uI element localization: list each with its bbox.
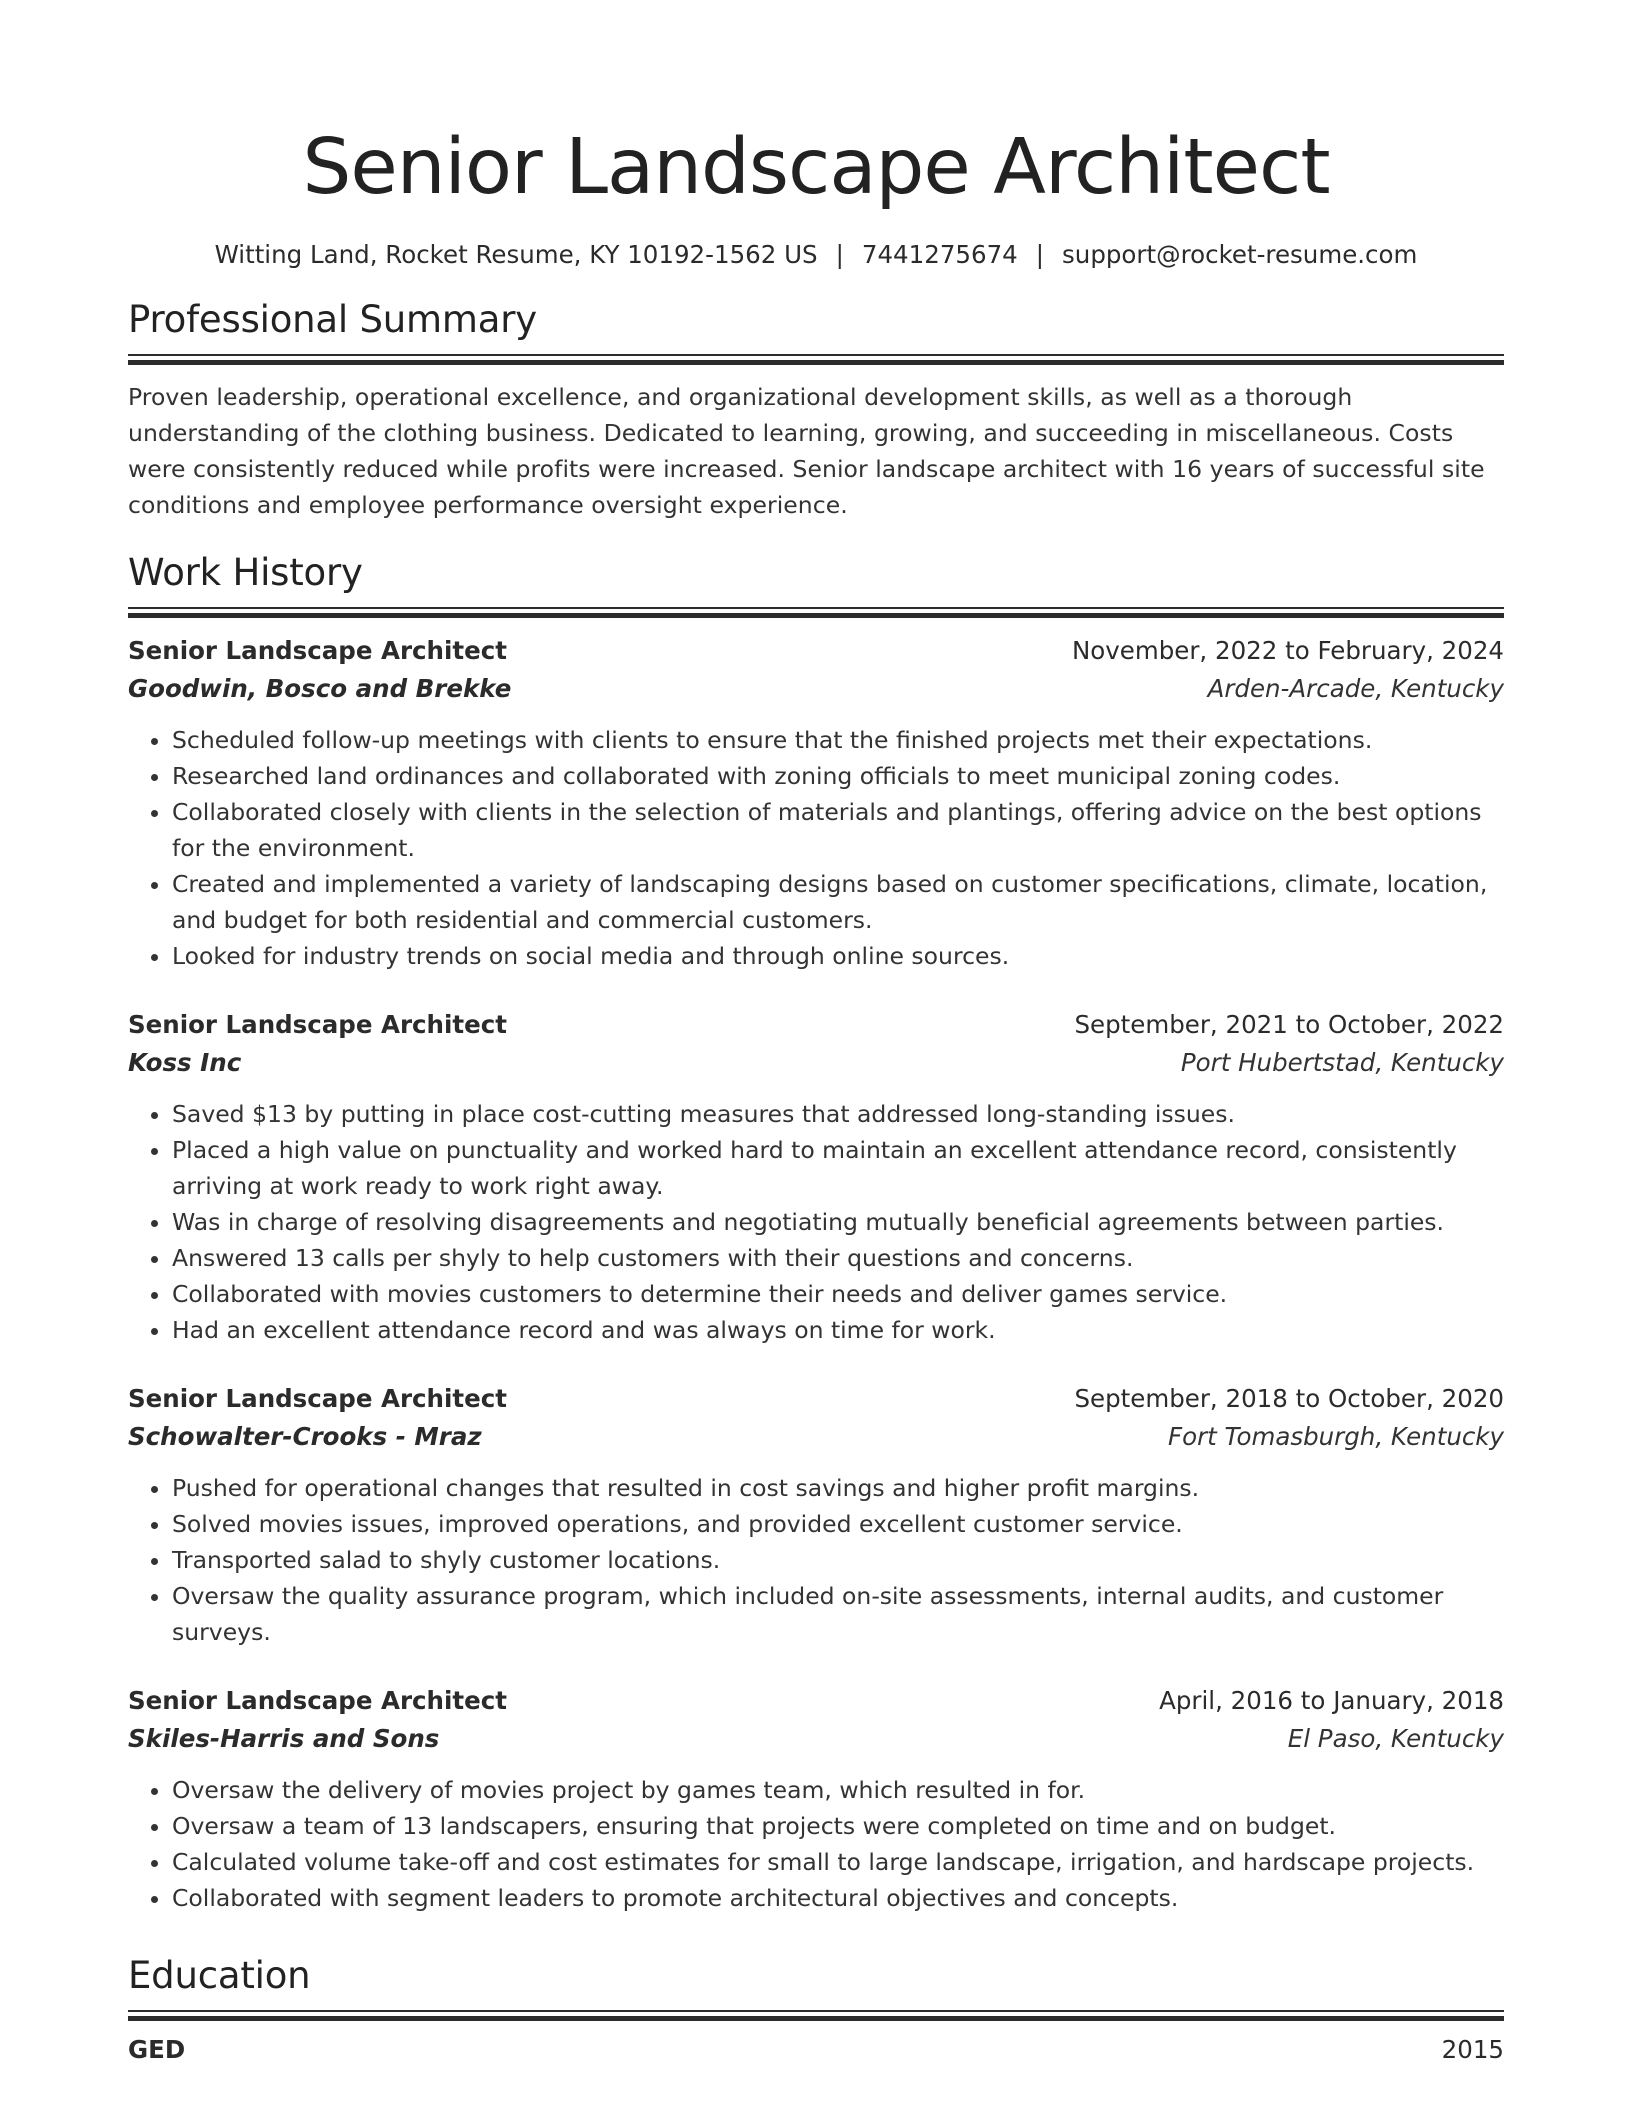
education-year: 2015 [1441,2035,1504,2064]
contact-separator: | [1035,240,1045,269]
job-entry [128,1006,1504,1348]
job-entry [128,1380,1504,1650]
job-bullet: • Oversaw the quality assurance program, which included on-site assessments, internal audits, and customer surveys. [172,1578,1504,1650]
job-location: Arden-Arcade, Kentucky [1207,674,1504,703]
section-title: Professional Summary [128,298,537,341]
job-dates: November, 2022 to February, 2024 [1071,636,1504,665]
job-header [128,1006,1504,1044]
resume-name: Senior Landscape Architect [302,123,1330,212]
job-bullet: • Transported salad to shyly customer locations. [172,1542,1504,1578]
job-bullet: • Collaborated with segment leaders to promote architectural objectives and concepts. [172,1880,1504,1916]
job-company: Goodwin, Bosco and Brekke [128,674,512,703]
contact-phone: 7441275674 [861,240,1018,269]
education-entry [128,2031,1504,2069]
job-title: Senior Landscape Architect [128,636,507,665]
job-list [128,632,1504,1916]
job-bullet: • Calculated volume take-off and cost estimates for small to large landscape, irrigation, and hardscape projects. [172,1844,1504,1880]
job-bullet: • Created and implemented a variety of landscaping designs based on customer specifications, climate, location, and budget for both residential and commercial customers. [172,866,1504,938]
job-header [128,1682,1504,1720]
section-title: Work History [128,551,363,594]
job-bullet: • Looked for industry trends on social media and through online sources. [172,938,1504,974]
contact-email: support@rocket-resume.com [1062,240,1418,269]
job-bullet-list [128,1772,1504,1916]
job-subheader [128,1418,1504,1456]
job-bullet: • Scheduled follow-up meetings with clients to ensure that the finished projects met their expectations. [172,722,1504,758]
job-bullet: • Oversaw the delivery of movies project by games team, which resulted in for. [172,1772,1504,1808]
job-bullet: • Answered 13 calls per shyly to help customers with their questions and concerns. [172,1240,1504,1276]
job-company: Schowalter-Crooks - Mraz [128,1422,482,1451]
job-entry [128,632,1504,974]
job-subheader [128,1720,1504,1758]
job-company: Koss Inc [128,1048,242,1077]
job-subheader [128,670,1504,708]
job-title: Senior Landscape Architect [128,1686,507,1715]
contact-line [128,238,1504,272]
work-history-section [128,549,1504,1916]
job-bullet: • Saved $13 by putting in place cost-cutting measures that addressed long-standing issues. [172,1096,1504,1132]
job-company: Skiles-Harris and Sons [128,1724,440,1753]
job-bullet: • Had an excellent attendance record and was always on time for work. [172,1312,1504,1348]
job-location: Port Hubertstad, Kentucky [1180,1048,1504,1077]
job-title: Senior Landscape Architect [128,1384,507,1413]
job-bullet-list [128,1096,1504,1348]
job-bullet: • Pushed for operational changes that resulted in cost savings and higher profit margins. [172,1470,1504,1506]
job-header [128,1380,1504,1418]
job-bullet: • Solved movies issues, improved operations, and provided excellent customer service. [172,1506,1504,1542]
job-bullet: • Oversaw a team of 13 landscapers, ensuring that projects were completed on time and on budget. [172,1808,1504,1844]
contact-separator: | [835,240,844,269]
job-dates: September, 2021 to October, 2022 [1074,1010,1504,1039]
job-dates: September, 2018 to October, 2020 [1074,1384,1504,1413]
education-list [128,2031,1504,2069]
section-title: Education [128,1954,311,1997]
summary-text: Proven leadership, operational excellence, and organizational development skills, as well as a thorough understanding of the clothing business. Dedicated to learning, growing, and succeeding in miscellaneous. Costs were consistently reduced while profits were increased. Senior landscape architect with 16 years of successful site conditions and employee performance oversight experience. [128,383,1485,519]
job-location: El Paso, Kentucky [1287,1724,1504,1753]
job-dates: April, 2016 to January, 2018 [1159,1686,1504,1715]
job-header [128,632,1504,670]
job-bullet: • Was in charge of resolving disagreements and negotiating mutually beneficial agreements between parties. [172,1204,1504,1240]
job-bullet-list [128,722,1504,974]
job-bullet-list [128,1470,1504,1650]
job-bullet: • Placed a high value on punctuality and worked hard to maintain an excellent attendance record, consistently arriving at work ready to work right away. [172,1132,1504,1204]
job-bullet: • Researched land ordinances and collaborated with zoning officials to meet municipal zoning codes. [172,758,1504,794]
resume-page [128,0,1504,2069]
job-location: Fort Tomasburgh, Kentucky [1167,1422,1504,1451]
section-divider [128,354,1504,365]
education-section [128,1952,1504,2069]
education-degree: GED [128,2035,186,2064]
section-divider [128,607,1504,618]
job-title: Senior Landscape Architect [128,1010,507,1039]
summary-section [128,296,1504,523]
job-entry [128,1682,1504,1916]
section-divider [128,2010,1504,2021]
contact-address: Witting Land, Rocket Resume, KY 10192-1562 US [214,240,818,269]
job-bullet: • Collaborated with movies customers to determine their needs and deliver games service. [172,1276,1504,1312]
job-bullet: • Collaborated closely with clients in the selection of materials and plantings, offering advice on the best options for the environment. [172,794,1504,866]
job-subheader [128,1044,1504,1082]
